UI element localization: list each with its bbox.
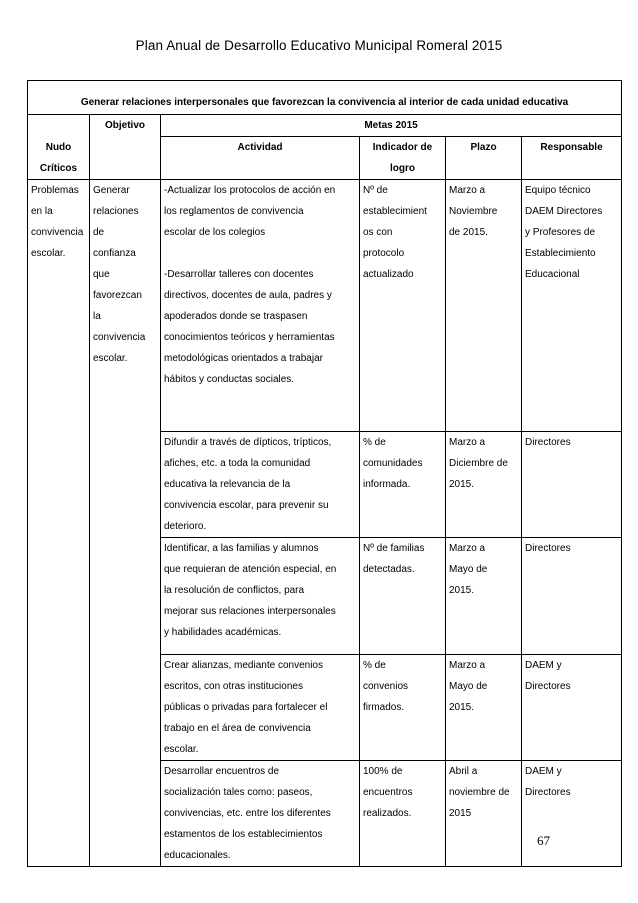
responsable-text: DAEM y Directores xyxy=(525,766,571,798)
page-number: 67 xyxy=(537,833,550,848)
plazo-cell xyxy=(446,538,522,655)
indicador-text: 100% de encuentros realizados. xyxy=(363,766,413,819)
indicador-text: Nº de establecimient os con protocolo actualizado xyxy=(363,185,427,280)
responsable-cell xyxy=(522,761,622,867)
header-indicador xyxy=(360,137,446,180)
indicador-cell xyxy=(360,432,446,538)
actividad-cell xyxy=(161,180,360,432)
responsable-cell xyxy=(522,538,622,655)
plazo-text: Marzo a Mayo de 2015. xyxy=(449,660,488,713)
actividad-cell xyxy=(161,761,360,867)
header-plazo xyxy=(446,137,522,180)
responsable-cell xyxy=(522,432,622,538)
nudo-critico-text: Problemas en la convivencia escolar. xyxy=(31,185,84,259)
header-objetivo xyxy=(90,115,161,180)
plazo-text: Abril a noviembre de 2015 xyxy=(449,766,510,819)
plazo-text: Marzo a Diciembre de 2015. xyxy=(449,437,508,490)
plazo-cell xyxy=(446,180,522,432)
actividad-text: -Actualizar los protocolos de acción en los reglamentos de convivencia escolar de los colegios -Desarrollar talleres con docentes directivos, docentes de aula, padres y apoderados donde se traspasen conocimientos teóricos y herramientas metodológicas orientados a trabajar hábitos y conductas sociales. xyxy=(164,185,336,385)
header-responsable-label: Responsable xyxy=(540,142,603,153)
responsable-cell xyxy=(522,180,622,432)
responsable-cell xyxy=(522,655,622,761)
header-actividad-label: Actividad xyxy=(237,142,283,153)
plazo-text: Marzo a Noviembre de 2015. xyxy=(449,185,498,238)
indicador-cell xyxy=(360,761,446,867)
header-nudo-criticos-label: Nudo Críticos xyxy=(39,142,78,174)
plazo-cell xyxy=(446,432,522,538)
indicador-text: Nº de familias detectadas. xyxy=(363,543,425,575)
responsable-text: Directores xyxy=(525,543,571,554)
plan-table xyxy=(27,80,622,867)
objetivo-text: Generar relaciones de confianza que favorezcan la convivencia escolar. xyxy=(93,185,146,364)
indicador-cell xyxy=(360,655,446,761)
objetivo-cell xyxy=(90,180,161,867)
header-metas xyxy=(161,115,622,137)
header-metas-label: Metas 2015 xyxy=(364,120,418,131)
header-actividad xyxy=(161,137,360,180)
header-indicador-label: Indicador de logro xyxy=(372,142,433,174)
responsable-text: Equipo técnico DAEM Directores y Profesores de Establecimiento Educacional xyxy=(525,185,603,280)
indicador-text: % de convenios firmados. xyxy=(363,660,409,713)
plazo-cell xyxy=(446,655,522,761)
actividad-cell xyxy=(161,432,360,538)
actividad-text: Difundir a través de dípticos, trípticos, afiches, etc. a toda la comunidad educativa la relevancia de la convivencia escolar, para prevenir su deterioro. xyxy=(164,437,332,532)
header-responsable xyxy=(522,137,622,180)
header-plazo-label: Plazo xyxy=(470,142,497,153)
page-header-title: Plan Anual de Desarrollo Educativo Municipal Romeral 2015 xyxy=(135,38,503,53)
indicador-cell xyxy=(360,180,446,432)
nudo-critico-cell xyxy=(28,180,90,867)
actividad-text: Crear alianzas, mediante convenios escritos, con otras instituciones públicas o privadas para fortalecer el trabajo en el área de convivencia escolar. xyxy=(164,660,328,755)
indicador-cell xyxy=(360,538,446,655)
responsable-text: Directores xyxy=(525,437,571,448)
header-nudo-criticos xyxy=(28,115,90,180)
actividad-cell xyxy=(161,538,360,655)
actividad-text: Identificar, a las familias y alumnos que requieran de atención especial, en la resolución de conflictos, para mejorar sus relaciones interpersonales y habilidades académicas. xyxy=(164,543,337,638)
header-objetivo-label: Objetivo xyxy=(104,120,145,131)
actividad-text: Desarrollar encuentros de socialización tales como: paseos, convivencias, etc. entre los diferentes estamentos de los establecimientos educacionales. xyxy=(164,766,331,861)
plazo-cell xyxy=(446,761,522,867)
actividad-cell xyxy=(161,655,360,761)
objective-banner-text: Generar relaciones interpersonales que favorezcan la convivencia al interior de cada unidad educativa xyxy=(80,97,569,108)
objective-banner xyxy=(28,81,622,115)
plazo-text: Marzo a Mayo de 2015. xyxy=(449,543,488,596)
indicador-text: % de comunidades informada. xyxy=(363,437,423,490)
table-row xyxy=(28,180,622,432)
responsable-text: DAEM y Directores xyxy=(525,660,571,692)
